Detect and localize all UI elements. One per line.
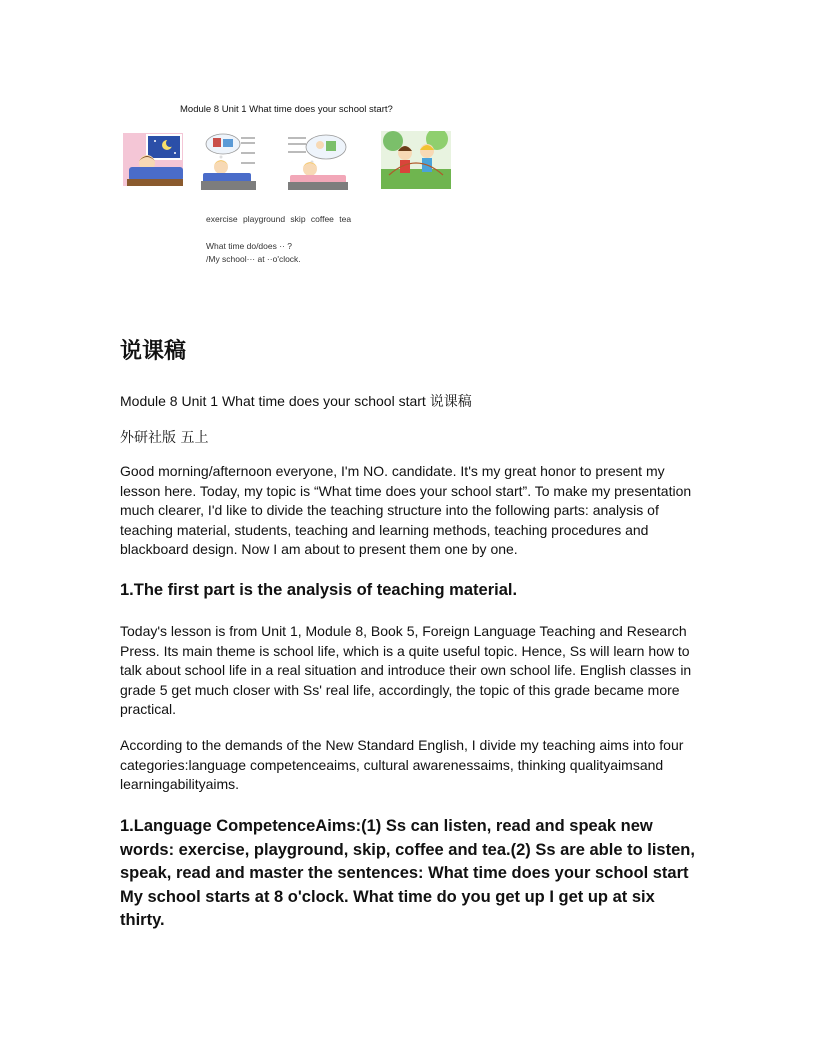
page-heading: 说课稿: [120, 339, 187, 364]
intro-paragraph: Good morning/afternoon everyone, I'm NO. candidate. It's my great honor to present my lesson here. Today, my topic is “What time does your school start”. To make my presentation much clearer, I'd like to divide the teaching structure into the following parts: analysis of teaching material, students, teaching and learning methods, teaching procedures and blackboard design. Now I am about to present them one by one.: [120, 463, 692, 557]
slide-title: Module 8 Unit 1 What time does your school start?: [180, 104, 393, 115]
vocabulary-list: exercise playground skip coffee tea: [206, 214, 352, 224]
girl-in-bed-night-picture: [123, 133, 183, 186]
children-playing-picture: [381, 131, 451, 189]
lesson-subtitle: Module 8 Unit 1 What time does your school start 说课稿: [120, 393, 472, 409]
sentence-pattern-question: What time do/does ·· ?: [206, 241, 292, 251]
girl-dreaming-picture: [286, 133, 349, 190]
sentence-pattern-answer: /My school··· at ··o'clock.: [206, 254, 301, 264]
girl-thinking-picture: [201, 133, 256, 190]
section1-paragraph-2: According to the demands of the New Standard English, I divide my teaching aims into four categories:language competenceaims, cultural awarenessaims, thinking qualityaimsand learningabilityaims.: [120, 737, 684, 792]
section1-heading: 1.The first part is the analysis of teaching material.: [120, 581, 518, 599]
language-aims-heading: 1.Language CompetenceAims:(1) Ss can listen, read and speak new words: exercise, playground, skip, coffee and tea.(2) Ss are able to listen, speak, read and master the sentences: What time does your school start My school starts at 8 o'clock. What time do you get up I get up at six thirty.: [120, 817, 695, 929]
section1-paragraph-1: Today's lesson is from Unit 1, Module 8, Book 5, Foreign Language Teaching and Research Press. Its main theme is school life, which is a quite useful topic. Hence, Ss will learn how to talk about school life in a real situation and introduce their own school life. English classes in grade 5 get much closer with Ss' real life, accordingly, the topic of this grade became more practical.: [120, 623, 692, 717]
publisher-line: 外研社版 五上: [120, 430, 209, 446]
sentence-pattern: [206, 240, 301, 266]
